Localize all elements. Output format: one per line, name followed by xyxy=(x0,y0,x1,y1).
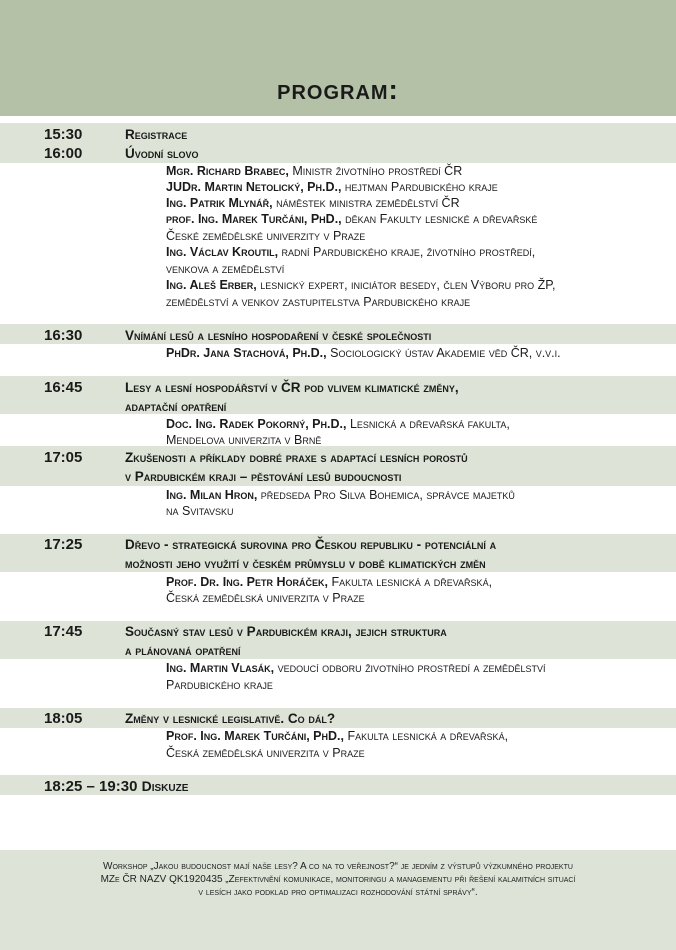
session-heading: Změny v lesnické legislativě. Co dál? xyxy=(125,711,336,726)
speaker-name: Doc. Ing. Radek Pokorný, Ph.D., xyxy=(166,417,347,431)
footer-line: MZe ČR NAZV QK1920435 „Zefektivnění komunikace, monitoringu a managementu při řešení kalamitních situací xyxy=(100,874,576,885)
speaker-line xyxy=(166,487,515,503)
session-heading: Diskuze xyxy=(141,778,189,794)
speaker-line xyxy=(166,416,510,432)
session-heading: Dřevo - strategická surovina pro Českou republiku - potenciální a xyxy=(125,537,497,552)
speaker-name: prof. Ing. Marek Turčáni, PhD., xyxy=(166,212,342,226)
session-heading-cont: možnosti jeho využití v českém průmyslu v době klimatických změn xyxy=(125,556,486,571)
speaker-desc: lesnický expert, iniciátor besedy, člen Výboru pro ŽP, xyxy=(260,278,556,292)
speaker-desc: děkan Fakulty lesnické a dřevařské xyxy=(345,212,538,226)
session-heading-cont: adaptační opatření xyxy=(125,399,227,414)
session-heading: Současný stav lesů v Pardubickém kraji, jejich struktura xyxy=(125,624,447,639)
page-title: program: xyxy=(277,74,399,105)
speaker-line xyxy=(166,345,561,361)
speaker-line xyxy=(166,211,537,227)
session-heading: Lesy a lesní hospodářství v ČR pod vlivem klimatické změny, xyxy=(125,380,459,395)
session-time: 16:45 xyxy=(44,379,83,396)
speaker-desc: Sociologický ústav Akademie věd ČR, v.v.i. xyxy=(330,346,561,360)
session-heading: Úvodní slovo xyxy=(125,146,199,161)
speaker-desc: Lesnická a dřevařská fakulta, xyxy=(349,417,510,431)
session-heading: Zkušenosti a příklady dobré praxe s adaptací lesních porostů xyxy=(125,450,468,465)
footer-line: Workshop „Jakou budoucnost mají naše lesy? A co na to veřejnost?“ je jedním z výstupů výzkumného projektu xyxy=(103,861,573,872)
speaker-name: JUDr. Martin Netolický, Ph.D., xyxy=(166,180,342,194)
speaker-line xyxy=(166,574,492,590)
session-time: 15:30 xyxy=(44,126,83,143)
speaker-name: Ing. Milan Hron, xyxy=(166,488,258,502)
speaker-desc: hejtman Pardubického kraje xyxy=(344,180,498,194)
session-time: 16:30 xyxy=(44,327,83,344)
speaker-name: Prof. Dr. Ing. Petr Horáček, xyxy=(166,575,328,589)
session-time: 16:00 xyxy=(44,145,83,162)
session-time: 17:05 xyxy=(44,449,83,466)
speaker-name: PhDr. Jana Stachová, Ph.D., xyxy=(166,346,327,360)
session-band xyxy=(0,123,676,163)
session-heading-cont: a plánovaná opatření xyxy=(125,643,241,658)
speaker-name: Ing. Václav Kroutil, xyxy=(166,245,279,259)
footer-note xyxy=(20,860,656,899)
session-time-range: 18:25 – 19:30 xyxy=(44,778,138,795)
speaker-desc: vedoucí odboru životního prostředí a zemědělství xyxy=(277,661,546,675)
speaker-name: Ing. Patrik Mlynář, xyxy=(166,196,273,210)
speaker-desc-cont: Česká zemědělská univerzita v Praze xyxy=(166,591,365,605)
speaker-desc: radní Pardubického kraje, životního prostředí, xyxy=(281,245,536,259)
speaker-desc-cont: zemědělství a venkov zastupitelstva Pardubického kraje xyxy=(166,295,471,309)
speaker-line xyxy=(166,179,498,195)
speaker-line xyxy=(166,660,546,676)
speaker-name: Mgr. Richard Brabec, xyxy=(166,164,289,178)
speaker-desc: Fakulta lesnická a dřevařská, xyxy=(347,729,509,743)
speaker-name: Ing. Martin Vlasák, xyxy=(166,661,275,675)
session-band xyxy=(0,708,676,728)
session-heading-cont: v Pardubickém kraji – pěstování lesů budoucnosti xyxy=(125,469,402,484)
speaker-line xyxy=(166,277,555,293)
speaker-desc: Ministr životního prostředí ČR xyxy=(292,164,463,178)
speaker-desc-cont: Pardubického kraje xyxy=(166,678,273,692)
speaker-desc-cont: venkova a zemědělství xyxy=(166,262,285,276)
speaker-desc-cont: České zemědělské univerzity v Praze xyxy=(166,229,366,243)
speaker-name: Ing. Aleš Erber, xyxy=(166,278,257,292)
speaker-desc-cont: Česká zemědělská univerzita v Praze xyxy=(166,746,365,760)
session-heading: Vnímání lesů a lesního hospodaření v české společnosti xyxy=(125,328,432,343)
speaker-line xyxy=(166,244,535,260)
footer-line: v lesích jako podklad pro optimalizaci rozhodování státní správy“. xyxy=(198,887,478,898)
session-time: 18:05 xyxy=(44,710,83,727)
speaker-line xyxy=(166,728,508,744)
speaker-desc: náměstek ministra zemědělství ČR xyxy=(276,196,460,210)
session-time: 17:45 xyxy=(44,623,83,640)
speaker-desc-cont: na Svitavsku xyxy=(166,504,234,518)
speaker-name: Prof. Ing. Marek Turčáni, PhD., xyxy=(166,729,344,743)
session-time: 17:25 xyxy=(44,536,83,553)
speaker-line xyxy=(166,163,462,179)
speaker-desc: Fakulta lesnická a dřevařská, xyxy=(331,575,493,589)
speaker-desc: předseda Pro Silva Bohemica, správce majetků xyxy=(260,488,515,502)
speaker-line xyxy=(166,195,460,211)
session-heading: Registrace xyxy=(125,127,188,142)
session-time xyxy=(44,777,188,795)
speaker-desc-cont: Mendelova univerzita v Brně xyxy=(166,433,322,447)
